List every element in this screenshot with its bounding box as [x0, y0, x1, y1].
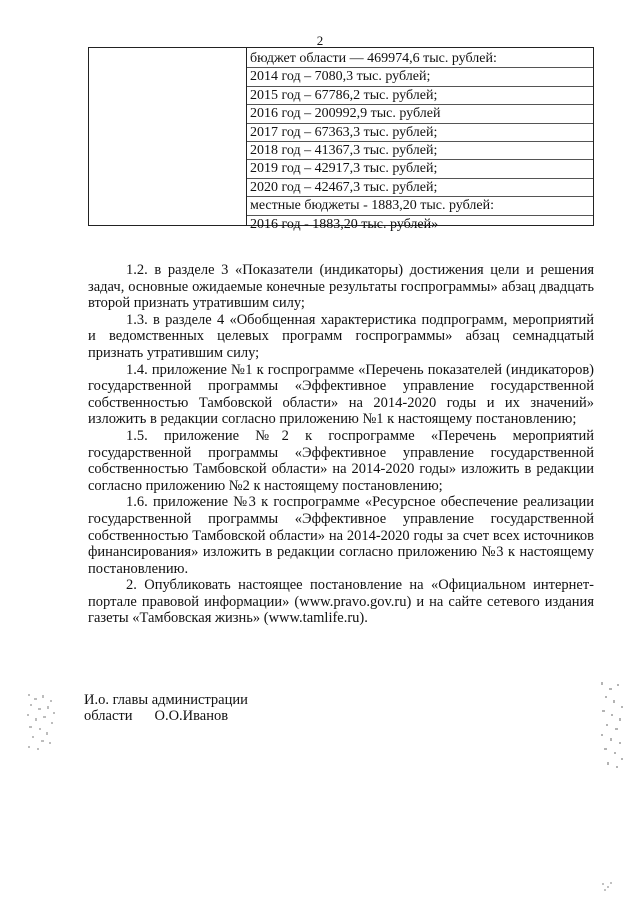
paragraph-1-3: 1.3. в разделе 4 «Обобщенная характеристика подпрограмм, мероприятий и ведомственных целевых программ госпрограммы» абзац семнадцатый признать утратившим силу;: [88, 311, 594, 361]
budget-line: бюджет области — 469974,6 тыс. рублей:: [247, 50, 593, 68]
budget-line: 2016 год - 1883,20 тыс. рублей»: [250, 216, 439, 232]
signature-title-line2: [84, 708, 248, 724]
paragraph-1-6: 1.6. приложение №3 к госпрограмме «Ресурсное обеспечение реализации государственной программы «Эффективное управление государственной собственностью Тамбовской области» на 2014-2020 годы за счет всех источников финансирования» изложить в редакции согласно приложению №3 к настоящему постановлению.: [88, 494, 594, 577]
budget-line: 2017 год – 67363,3 тыс. рублей;: [247, 124, 593, 142]
budget-line: 2014 год – 7080,3 тыс. рублей;: [247, 68, 593, 86]
page-number: 2: [316, 33, 324, 48]
budget-line: 2018 год – 41367,3 тыс. рублей;: [247, 142, 593, 160]
budget-line: 2020 год – 42467,3 тыс. рублей;: [247, 179, 593, 197]
signature-region: области: [84, 708, 133, 724]
stamp-mark-left: [22, 690, 60, 754]
budget-table-right-cell: [247, 48, 593, 232]
budget-line: местные бюджеты - 1883,20 тыс. рублей:: [247, 197, 593, 215]
budget-table-left-cell: [89, 48, 247, 225]
stamp-mark-right: [597, 678, 627, 774]
paragraph-1-2: 1.2. в разделе 3 «Показатели (индикаторы) достижения цели и решения задач, основные ожидаемые конечные результаты госпрограммы» абзац двадцать второй признать утратившим силу;: [88, 262, 594, 312]
paragraph-1-5: 1.5. приложение №2 к госпрограмме «Перечень мероприятий государственной программы «Эффективное управление государственной собственностью Тамбовской области» на 2014-2020 годы» изложить в редакции согласно приложению №2 к настоящему постановлению;: [88, 427, 594, 494]
budget-table: [88, 47, 594, 232]
document-body: [88, 262, 594, 627]
signature-title: И.о. главы администрации: [84, 692, 248, 708]
scan-mark: [600, 880, 614, 894]
signatory-name: О.О.Иванов: [154, 708, 229, 724]
budget-line: 2016 год – 200992,9 тыс. рублей: [247, 105, 593, 123]
budget-line: 2019 год – 42917,3 тыс. рублей;: [247, 160, 593, 178]
signature-block: [84, 692, 248, 724]
paragraph-1-4: 1.4. приложение №1 к госпрограмме «Перечень показателей (индикаторов) государственной программы «Эффективное управление государственной собственностью Тамбовской области» на 2014-2020 годы и их значений» изложить в редакции согласно приложению №1 к настоящему постановлению;: [88, 361, 594, 428]
paragraph-2: 2. Опубликовать настоящее постановление на «Официальном интернет-портале правовой информации» (www.pravo.gov.ru) и на сайте сетевого издания газеты «Тамбовская жизнь» (www.tamlife.ru).: [88, 577, 594, 627]
budget-line: 2015 год – 67786,2 тыс. рублей;: [247, 87, 593, 105]
